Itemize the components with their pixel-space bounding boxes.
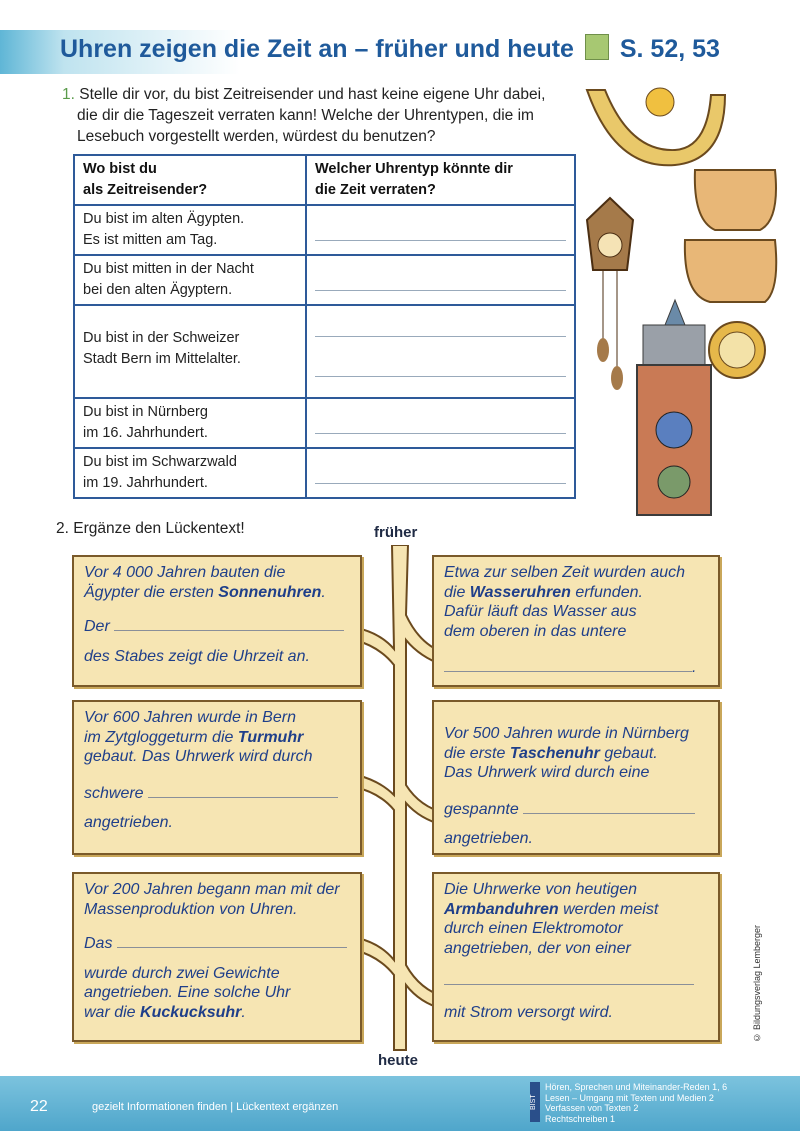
- table-cell-place: [74, 398, 306, 448]
- task2-text: [56, 518, 245, 539]
- card1-line-2: [84, 583, 350, 603]
- task1-text: [62, 84, 545, 147]
- row-5-line-1: Du bist im Schwarzwald: [83, 454, 237, 470]
- card3-gap-prefix: schwere: [84, 784, 144, 802]
- task1-line-3: Lesebuch vorgestellt werden, würdest du benutzen?: [77, 128, 436, 145]
- card5-keyword: Kuckucksuhr: [140, 1003, 242, 1021]
- card4-gap[interactable]: [523, 799, 695, 814]
- card6-line-5: mit Strom versorgt wird.: [444, 1004, 613, 1021]
- row-1-line-2: Es ist mitten am Tag.: [83, 232, 218, 248]
- card3-line-4: [84, 783, 350, 804]
- table-row: [74, 448, 575, 498]
- card2-line-2-start: die: [444, 583, 470, 601]
- row-3-line-1: Du bist in der Schweizer: [83, 330, 240, 346]
- card5-line-5: angetrieben. Eine solche Uhr: [84, 984, 291, 1001]
- row-2-line-2: bei den alten Ägyptern.: [83, 282, 233, 298]
- answer-cell[interactable]: [306, 205, 575, 255]
- page-title: [60, 34, 720, 64]
- row-4-line-2: im 16. Jahrhundert.: [83, 425, 208, 441]
- table-header-row: [74, 155, 575, 205]
- card5-line-6-start: war die: [84, 1003, 141, 1021]
- card3-line-5: angetrieben.: [84, 814, 173, 831]
- card5-line-4: wurde durch zwei Gewichte: [84, 964, 280, 982]
- answer-cell[interactable]: [306, 448, 575, 498]
- gap-text-card-tower-clock: [72, 700, 362, 855]
- answer-cell[interactable]: [306, 305, 575, 398]
- card5-line-2: Massenproduktion von Uhren.: [84, 900, 298, 918]
- gap-text-card-cuckoo-clock: [72, 872, 362, 1042]
- row-3-line-2: Stadt Bern im Mittelalter.: [83, 351, 241, 367]
- gap-text-card-water-clock: [432, 555, 720, 687]
- card1-line-4: des Stabes zeigt die Uhrzeit an.: [84, 647, 310, 665]
- card3-line-2-start: im Zytgloggeturm die: [84, 728, 238, 746]
- timeline-label-present: heute: [378, 1052, 419, 1069]
- clock-illustrations: [575, 70, 790, 540]
- task1-line-1: Stelle dir vor, du bist Zeitreisender und hast keine eigene Uhr dabei,: [79, 86, 546, 103]
- pocket-watch-icon: [709, 322, 765, 378]
- answer-line[interactable]: [315, 432, 566, 434]
- gap-text-card-pocket-watch: [432, 700, 720, 855]
- task2-number: 2.: [56, 520, 69, 537]
- footer-text: gezielt Informationen finden | Lückentext ergänzen: [92, 1101, 339, 1113]
- row-1-line-1: Du bist im alten Ägypten.: [83, 211, 245, 227]
- task1-number: 1.: [62, 86, 75, 103]
- card1-line-2-start: Ägypter die ersten: [84, 583, 219, 601]
- title-text: Uhren zeigen die Zeit an – früher und heute: [60, 35, 574, 63]
- card3-line-2: [84, 728, 350, 748]
- card2-line-1: Etwa zur selben Zeit wurden auch: [444, 564, 686, 581]
- card4-line-1: Vor 500 Jahren wurde in Nürnberg: [444, 725, 689, 742]
- gap-text-card-wristwatch: [432, 872, 720, 1042]
- card2-line-5: [444, 657, 708, 678]
- gap-text-card-sundial: [72, 555, 362, 687]
- card4-line-2-start: die erste: [444, 744, 510, 762]
- card1-keyword: Sonnenuhren: [218, 583, 322, 601]
- bist-item: Verfassen von Texten 2: [545, 1103, 639, 1113]
- row-5-line-2: im 19. Jahrhundert.: [83, 475, 208, 491]
- card2-gap[interactable]: [444, 657, 692, 672]
- answer-line[interactable]: [315, 375, 566, 377]
- bist-item: Hören, Sprechen und Miteinander-Reden 1, 6: [545, 1082, 728, 1092]
- column-header-place-line-2: als Zeitreisender?: [83, 182, 208, 198]
- card2-line-2: [444, 583, 708, 603]
- tower-clock-icon: [637, 300, 711, 515]
- card6-line-2: [444, 900, 708, 920]
- table-cell-place: [74, 448, 306, 498]
- card5-line-6: [84, 1003, 350, 1023]
- column-header-clock-type: [306, 155, 575, 205]
- table-row: [74, 398, 575, 448]
- answer-line[interactable]: [315, 482, 566, 484]
- card5-line-1: Vor 200 Jahren begann man mit der: [84, 881, 340, 898]
- card6-gap[interactable]: [444, 970, 694, 985]
- card6-line-2-end: werden meist: [558, 900, 659, 918]
- table-row: [74, 305, 575, 398]
- card5-gap-prefix: Das: [84, 935, 113, 952]
- card2-gap-suffix: .: [692, 659, 697, 676]
- card6-line-1: Die Uhrwerke von heutigen: [444, 881, 637, 898]
- row-4-line-1: Du bist in Nürnberg: [83, 404, 208, 420]
- card4-keyword: Taschenuhr: [509, 744, 600, 762]
- card3-gap[interactable]: [148, 783, 338, 798]
- bist-item: Rechtschreiben 1: [545, 1113, 616, 1124]
- table-row: [74, 255, 575, 305]
- card1-line-3: [84, 616, 350, 637]
- copyright-notice: © Bildungsverlag Lemberger: [752, 925, 762, 1043]
- column-header-clock-line-1: Welcher Uhrentyp könnte dir: [315, 161, 513, 177]
- card1-line-2-end: .: [321, 583, 326, 601]
- bist-item: Lesen – Umgang mit Texten und Medien 2: [545, 1092, 714, 1103]
- timeline-label-past: früher: [374, 524, 418, 541]
- card3-line-3: gebaut. Das Uhrwerk wird durch: [84, 748, 313, 765]
- table-cell-place: [74, 305, 306, 398]
- card6-line-4: angetrieben, der von einer: [444, 939, 631, 957]
- sundial-icon: [587, 88, 725, 165]
- column-header-clock-line-2: die Zeit verraten?: [315, 182, 436, 198]
- card2-line-2-end: erfunden.: [570, 583, 643, 601]
- card3-keyword: Turmuhr: [237, 728, 304, 746]
- card4-line-3: Das Uhrwerk wird durch eine: [444, 764, 650, 781]
- row-2-line-1: Du bist mitten in der Nacht: [83, 261, 254, 277]
- card3-line-1: Vor 600 Jahren wurde in Bern: [84, 709, 296, 726]
- answer-cell[interactable]: [306, 255, 575, 305]
- card4-line-5: angetrieben.: [444, 830, 533, 847]
- card6-keyword: Armbanduhren: [444, 900, 559, 918]
- bist-list: [545, 1082, 727, 1124]
- answer-line[interactable]: [315, 289, 566, 291]
- card4-gap-prefix: gespannte: [444, 800, 519, 818]
- book-icon: [585, 34, 609, 60]
- card4-line-4: [444, 799, 708, 820]
- card1-gap[interactable]: [114, 616, 344, 631]
- card5-line-3: [84, 933, 350, 954]
- table-cell-place: [74, 255, 306, 305]
- card6-line-3: durch einen Elektromotor: [444, 920, 623, 937]
- column-header-place-line-1: Wo bist du: [83, 161, 157, 177]
- card2-line-3: Dafür läuft das Wasser aus: [444, 603, 637, 620]
- water-clock-icon: [685, 170, 776, 302]
- card4-line-2-end: gebaut.: [599, 744, 658, 762]
- card1-line-1: Vor 4 000 Jahren bauten die: [84, 564, 286, 581]
- answer-cell[interactable]: [306, 398, 575, 448]
- bist-tag: BIST: [530, 1082, 540, 1122]
- table-cell-place: [74, 205, 306, 255]
- card5-gap[interactable]: [117, 933, 347, 948]
- page-number: 22: [30, 1098, 48, 1115]
- table-row: [74, 205, 575, 255]
- card5-line-6-end: .: [241, 1003, 246, 1021]
- column-header-place: [74, 155, 306, 205]
- card2-keyword: Wasseruhren: [469, 583, 571, 601]
- task2-instruction: Ergänze den Lückentext!: [73, 520, 245, 537]
- card4-line-2: [444, 744, 708, 764]
- card1-gap-prefix: Der: [84, 618, 110, 635]
- task1-line-2: die dir die Tageszeit verraten kann! Welche der Uhrentypen, die im: [77, 107, 534, 124]
- page-reference: S. 52, 53: [619, 35, 720, 63]
- time-travel-table: [73, 154, 576, 499]
- card2-line-4: dem oberen in das untere: [444, 622, 627, 640]
- cuckoo-clock-icon: [587, 198, 633, 390]
- answer-line[interactable]: [315, 239, 566, 241]
